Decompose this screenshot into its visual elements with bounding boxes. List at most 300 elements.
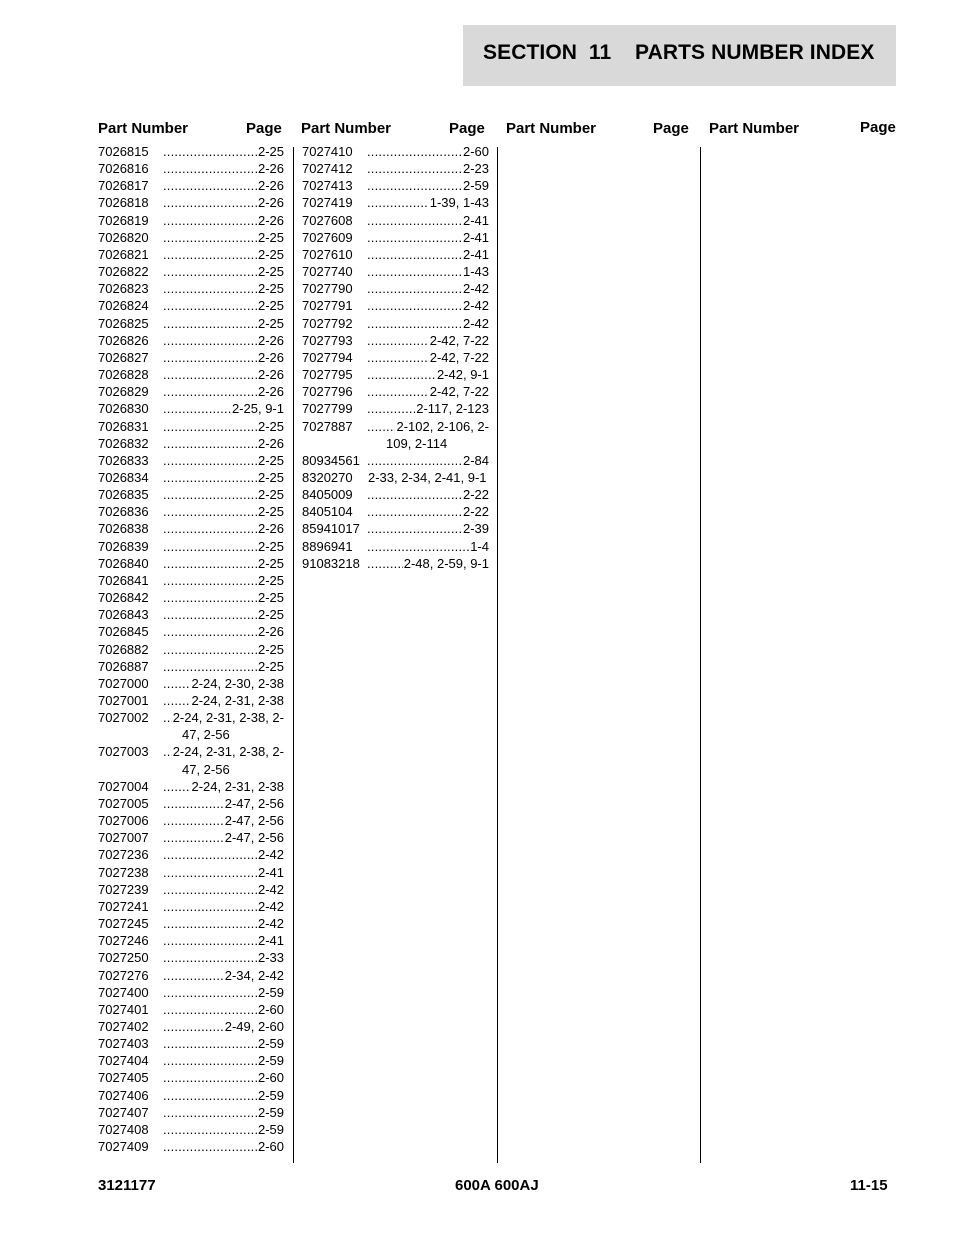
index-entry	[302, 503, 489, 520]
part-number: 7026841	[98, 572, 149, 588]
part-number: 7027241	[98, 898, 149, 914]
dot-leader	[163, 538, 257, 555]
index-entry	[98, 949, 284, 966]
index-entry	[302, 332, 489, 349]
dot-leader	[163, 280, 257, 297]
dot-leader	[163, 743, 172, 760]
index-entry	[98, 349, 284, 366]
index-entry	[98, 246, 284, 263]
page-reference: 2-26	[257, 367, 284, 383]
index-entry	[98, 1138, 284, 1155]
part-number: 7026817	[98, 178, 149, 194]
page-reference: 2-42	[257, 881, 284, 897]
part-number: 7027610	[302, 246, 353, 262]
part-number: 7026838	[98, 521, 149, 537]
part-number: 7027239	[98, 881, 149, 897]
page-reference: 2-26	[257, 384, 284, 400]
index-entry	[98, 1121, 284, 1138]
page-reference: 2-25	[257, 264, 284, 280]
part-number: 7026831	[98, 418, 149, 434]
part-number: 8405104	[302, 504, 353, 520]
dot-leader	[163, 332, 257, 349]
index-entry	[98, 881, 284, 898]
index-entry	[98, 692, 284, 709]
part-number: 7026820	[98, 229, 149, 245]
footer-doc-number: 3121177	[98, 1177, 156, 1194]
page-reference: 2-26	[257, 178, 284, 194]
page-reference-continued: 47, 2-56	[182, 727, 230, 743]
part-number: 7026816	[98, 161, 149, 177]
index-entry	[98, 177, 284, 194]
dot-leader	[163, 349, 257, 366]
index-entry	[98, 898, 284, 915]
index-entry	[98, 212, 284, 229]
part-number: 7027799	[302, 401, 353, 417]
index-entry	[302, 538, 489, 555]
part-number: 7027246	[98, 933, 149, 949]
part-number: 7026822	[98, 264, 149, 280]
index-entry	[98, 469, 284, 486]
part-number: 7027238	[98, 864, 149, 880]
page-reference: 2-34, 2-42	[224, 967, 284, 983]
page-reference: 2-25	[257, 246, 284, 262]
index-entry	[302, 520, 489, 537]
part-number: 91083218	[302, 555, 360, 571]
header-page-3: Page	[653, 120, 689, 137]
dot-leader	[367, 263, 462, 280]
part-number: 7027002	[98, 710, 149, 726]
dot-leader	[163, 400, 231, 417]
column-divider-2	[497, 147, 498, 1163]
header-part-number-4: Part Number	[709, 120, 800, 137]
page-reference: 2-26	[257, 624, 284, 640]
dot-leader	[163, 177, 257, 194]
index-entry	[98, 280, 284, 297]
page-reference: 2-25	[257, 144, 284, 159]
index-entry	[302, 143, 489, 160]
dot-leader	[163, 846, 257, 863]
part-number: 7026839	[98, 538, 149, 554]
part-number: 7027403	[98, 1036, 149, 1052]
index-entry	[302, 177, 489, 194]
part-number: 8320270	[302, 469, 353, 485]
page-reference: 2-42	[257, 847, 284, 863]
header-part-number-3: Part Number	[506, 120, 597, 137]
page-reference: 2-24, 2-31, 2-38, 2-	[172, 744, 284, 760]
page-reference-continued: 109, 2-114	[386, 435, 448, 451]
page-reference: 2-59	[257, 1087, 284, 1103]
header-part-number-1: Part Number	[98, 120, 189, 137]
part-number: 7026845	[98, 624, 149, 640]
index-entry	[98, 1104, 284, 1121]
part-number: 7027245	[98, 916, 149, 932]
part-number: 7027791	[302, 298, 353, 314]
index-entry	[302, 315, 489, 332]
page-reference: 2-41	[462, 246, 489, 262]
part-number: 7027405	[98, 1070, 149, 1086]
page-reference: 2-59	[257, 1053, 284, 1069]
part-number: 7027004	[98, 778, 149, 794]
page-reference: 2-42	[257, 916, 284, 932]
index-entry	[302, 400, 489, 417]
index-entry	[98, 658, 284, 675]
page-reference: 2-42, 7-22	[429, 332, 489, 348]
dot-leader	[163, 1121, 257, 1138]
part-number: 7027250	[98, 950, 149, 966]
page-reference: 2-25, 9-1	[231, 401, 284, 417]
page-reference: 2-42, 9-1	[436, 367, 489, 383]
part-number: 7027406	[98, 1087, 149, 1103]
part-number: 7027740	[302, 264, 353, 280]
dot-leader	[163, 469, 257, 486]
index-column-2	[302, 143, 489, 572]
page-reference: 2-59	[257, 1036, 284, 1052]
part-number: 7026843	[98, 607, 149, 623]
dot-leader	[163, 778, 190, 795]
dot-leader	[163, 572, 257, 589]
page-reference: 2-42	[462, 298, 489, 314]
part-number: 7027413	[302, 178, 353, 194]
part-number: 7027795	[302, 367, 353, 383]
part-number: 7027410	[302, 144, 353, 159]
column-divider-3	[700, 147, 701, 1163]
dot-leader	[163, 383, 257, 400]
header-page-1: Page	[246, 120, 282, 137]
part-number: 7027401	[98, 1001, 149, 1017]
dot-leader	[367, 452, 462, 469]
page-reference: 2-22	[462, 504, 489, 520]
page-reference: 2-42	[462, 281, 489, 297]
page-reference: 2-42, 7-22	[429, 349, 489, 365]
index-column-1	[98, 143, 284, 1155]
page-reference: 1-39, 1-43	[429, 195, 489, 211]
dot-leader	[163, 160, 257, 177]
index-entry	[98, 967, 284, 984]
index-entry	[98, 297, 284, 314]
index-entry	[98, 641, 284, 658]
dot-leader	[163, 1035, 257, 1052]
part-number: 7027608	[302, 212, 353, 228]
part-number: 7026887	[98, 658, 149, 674]
dot-leader	[367, 538, 469, 555]
page-reference: 2-25	[257, 538, 284, 554]
index-entry	[98, 589, 284, 606]
part-number: 7027005	[98, 795, 149, 811]
dot-leader	[163, 229, 257, 246]
index-entry	[302, 486, 489, 503]
index-entry	[98, 1052, 284, 1069]
dot-leader	[163, 143, 257, 160]
part-number: 7027007	[98, 830, 149, 846]
part-number: 7027400	[98, 984, 149, 1000]
index-entry	[302, 349, 489, 366]
part-number: 7026821	[98, 246, 149, 262]
page-reference: 2-59	[257, 1121, 284, 1137]
index-entry	[98, 194, 284, 211]
dot-leader	[163, 263, 257, 280]
page-reference: 2-25	[257, 229, 284, 245]
index-entry	[302, 280, 489, 297]
dot-leader	[367, 229, 462, 246]
part-number: 7026832	[98, 435, 149, 451]
index-entry	[302, 452, 489, 469]
part-number: 85941017	[302, 521, 360, 537]
page-reference: 2-117, 2-123	[416, 401, 489, 417]
section-title: SECTION 11 PARTS NUMBER INDEX	[483, 41, 875, 64]
dot-leader	[367, 555, 403, 572]
header-page-4: Page	[860, 119, 896, 136]
part-number: 7026834	[98, 469, 149, 485]
part-number: 7026818	[98, 195, 149, 211]
part-number: 7026835	[98, 487, 149, 503]
part-number: 7026842	[98, 590, 149, 606]
part-number: 7027404	[98, 1053, 149, 1069]
index-entry	[302, 212, 489, 229]
part-number: 7027794	[302, 349, 353, 365]
index-entry	[98, 160, 284, 177]
dot-leader	[367, 418, 395, 435]
page-reference: 2-25	[257, 298, 284, 314]
dot-leader	[163, 1087, 257, 1104]
index-entry	[98, 829, 284, 846]
dot-leader	[163, 829, 224, 846]
page-reference: 2-25	[257, 607, 284, 623]
footer-model: 600A 600AJ	[455, 1177, 539, 1194]
index-entry	[98, 435, 284, 452]
page-reference: 2-59	[257, 984, 284, 1000]
dot-leader	[367, 297, 462, 314]
page-reference: 2-26	[257, 521, 284, 537]
page-reference: 2-41	[462, 212, 489, 228]
page-reference: 2-47, 2-56	[224, 830, 284, 846]
index-entry	[302, 229, 489, 246]
page-reference: 2-42, 7-22	[429, 384, 489, 400]
page-reference: 2-24, 2-30, 2-38	[191, 675, 284, 691]
page-reference: 1-4	[470, 538, 489, 554]
page-reference: 2-25	[257, 469, 284, 485]
index-entry	[98, 520, 284, 537]
page-reference: 2-25	[257, 641, 284, 657]
index-entry	[98, 332, 284, 349]
index-entry	[98, 623, 284, 640]
index-entry	[98, 812, 284, 829]
index-entry	[98, 486, 284, 503]
dot-leader	[367, 503, 462, 520]
page-reference: 2-47, 2-56	[224, 813, 284, 829]
part-number: 7026824	[98, 298, 149, 314]
dot-leader	[163, 623, 257, 640]
dot-leader	[163, 675, 190, 692]
dot-leader	[367, 246, 462, 263]
dot-leader	[367, 160, 462, 177]
index-entry	[98, 1035, 284, 1052]
page-reference: 2-26	[257, 195, 284, 211]
dot-leader	[163, 418, 257, 435]
page-reference: 2-25	[257, 281, 284, 297]
page-reference: 2-25	[257, 555, 284, 571]
part-number: 7027236	[98, 847, 149, 863]
index-entry	[98, 984, 284, 1001]
index-entry	[98, 263, 284, 280]
dot-leader	[163, 435, 257, 452]
dot-leader	[163, 589, 257, 606]
index-entry	[302, 418, 489, 452]
index-entry	[98, 709, 284, 743]
part-number: 7027412	[302, 161, 353, 177]
page-reference: 2-42	[257, 898, 284, 914]
page-reference: 2-60	[257, 1001, 284, 1017]
page-reference: 2-25	[257, 418, 284, 434]
part-number: 7026826	[98, 332, 149, 348]
part-number: 7026828	[98, 367, 149, 383]
part-number: 7026827	[98, 349, 149, 365]
index-entry	[302, 297, 489, 314]
index-entry	[98, 1087, 284, 1104]
section-banner	[463, 25, 896, 86]
index-entry	[302, 469, 489, 486]
dot-leader	[367, 212, 462, 229]
index-entry	[98, 1069, 284, 1086]
index-entry	[98, 606, 284, 623]
part-number: 7027000	[98, 675, 149, 691]
dot-leader	[163, 194, 257, 211]
page-reference-continued: 47, 2-56	[182, 761, 230, 777]
dot-leader	[163, 932, 257, 949]
dot-leader	[367, 143, 462, 160]
part-number: 7027001	[98, 693, 149, 708]
dot-leader	[163, 1069, 257, 1086]
page-reference: 2-33, 2-34, 2-41, 9-1	[368, 469, 487, 485]
index-entry	[98, 932, 284, 949]
part-number: 7027796	[302, 384, 353, 400]
dot-leader	[163, 692, 190, 709]
dot-leader	[163, 881, 257, 898]
page-reference: 2-22	[462, 487, 489, 503]
index-entry	[302, 366, 489, 383]
dot-leader	[163, 297, 257, 314]
index-entry	[98, 778, 284, 795]
dot-leader	[367, 349, 429, 366]
dot-leader	[163, 1138, 257, 1155]
part-number: 7027419	[302, 195, 353, 211]
index-entry	[98, 675, 284, 692]
index-entry	[98, 418, 284, 435]
page-reference: 2-25	[257, 487, 284, 503]
index-entry	[302, 246, 489, 263]
index-entry	[98, 915, 284, 932]
dot-leader	[163, 864, 257, 881]
dot-leader	[367, 486, 462, 503]
page-reference: 2-25	[257, 504, 284, 520]
page-reference: 2-59	[462, 178, 489, 194]
dot-leader	[367, 177, 462, 194]
part-number: 80934561	[302, 452, 360, 468]
dot-leader	[163, 503, 257, 520]
index-entry	[98, 846, 284, 863]
index-entry	[98, 143, 284, 160]
page-reference: 2-24, 2-31, 2-38	[191, 778, 284, 794]
part-number: 7027409	[98, 1139, 149, 1155]
dot-leader	[367, 280, 462, 297]
index-entry	[98, 1018, 284, 1035]
part-number: 7027408	[98, 1121, 149, 1137]
part-number: 7027790	[302, 281, 353, 297]
dot-leader	[163, 915, 257, 932]
dot-leader	[163, 366, 257, 383]
part-number: 7027006	[98, 813, 149, 829]
header-part-number-2: Part Number	[301, 120, 392, 137]
dot-leader	[163, 641, 257, 658]
dot-leader	[163, 812, 224, 829]
index-entry	[98, 743, 284, 777]
dot-leader	[163, 658, 257, 675]
index-entry	[98, 572, 284, 589]
dot-leader	[367, 400, 415, 417]
part-number: 7026836	[98, 504, 149, 520]
dot-leader	[163, 246, 257, 263]
part-number: 7027003	[98, 744, 149, 760]
page-reference: 2-48, 2-59, 9-1	[403, 555, 489, 571]
page-reference: 2-60	[257, 1070, 284, 1086]
dot-leader	[163, 984, 257, 1001]
part-number: 7027402	[98, 1018, 149, 1034]
page-reference: 2-41	[257, 864, 284, 880]
part-number: 7026825	[98, 315, 149, 331]
index-entry	[98, 315, 284, 332]
index-entry	[302, 555, 489, 572]
page-reference: 2-26	[257, 332, 284, 348]
page-reference: 2-26	[257, 349, 284, 365]
part-number: 7026830	[98, 401, 149, 417]
page-reference: 2-26	[257, 435, 284, 451]
header-page-2: Page	[449, 120, 485, 137]
page-reference: 2-49, 2-60	[224, 1018, 284, 1034]
page-reference: 2-25	[257, 572, 284, 588]
index-entry	[98, 400, 284, 417]
index-entry	[98, 538, 284, 555]
page-reference: 2-41	[257, 933, 284, 949]
index-entry	[98, 503, 284, 520]
part-number: 7026840	[98, 555, 149, 571]
page-reference: 2-26	[257, 161, 284, 177]
dot-leader	[163, 606, 257, 623]
index-entry	[302, 160, 489, 177]
index-entry	[98, 555, 284, 572]
page-reference: 2-102, 2-106, 2-	[396, 418, 489, 434]
part-number: 7027609	[302, 229, 353, 245]
dot-leader	[163, 709, 172, 726]
part-number: 7026833	[98, 452, 149, 468]
page-reference: 2-24, 2-31, 2-38	[191, 693, 284, 708]
part-number: 7027276	[98, 967, 149, 983]
dot-leader	[163, 898, 257, 915]
page-reference: 1-43	[462, 264, 489, 280]
page-reference: 2-41	[462, 229, 489, 245]
index-entry	[98, 383, 284, 400]
page-reference: 2-26	[257, 212, 284, 228]
index-entry	[302, 194, 489, 211]
dot-leader	[163, 1104, 257, 1121]
page-reference: 2-42	[462, 315, 489, 331]
part-number: 7026819	[98, 212, 149, 228]
part-number: 7026815	[98, 144, 149, 159]
dot-leader	[367, 332, 429, 349]
page-reference: 2-33	[257, 950, 284, 966]
part-number: 7027407	[98, 1104, 149, 1120]
dot-leader	[163, 949, 257, 966]
page-reference: 2-25	[257, 590, 284, 606]
part-number: 7027887	[302, 418, 353, 434]
